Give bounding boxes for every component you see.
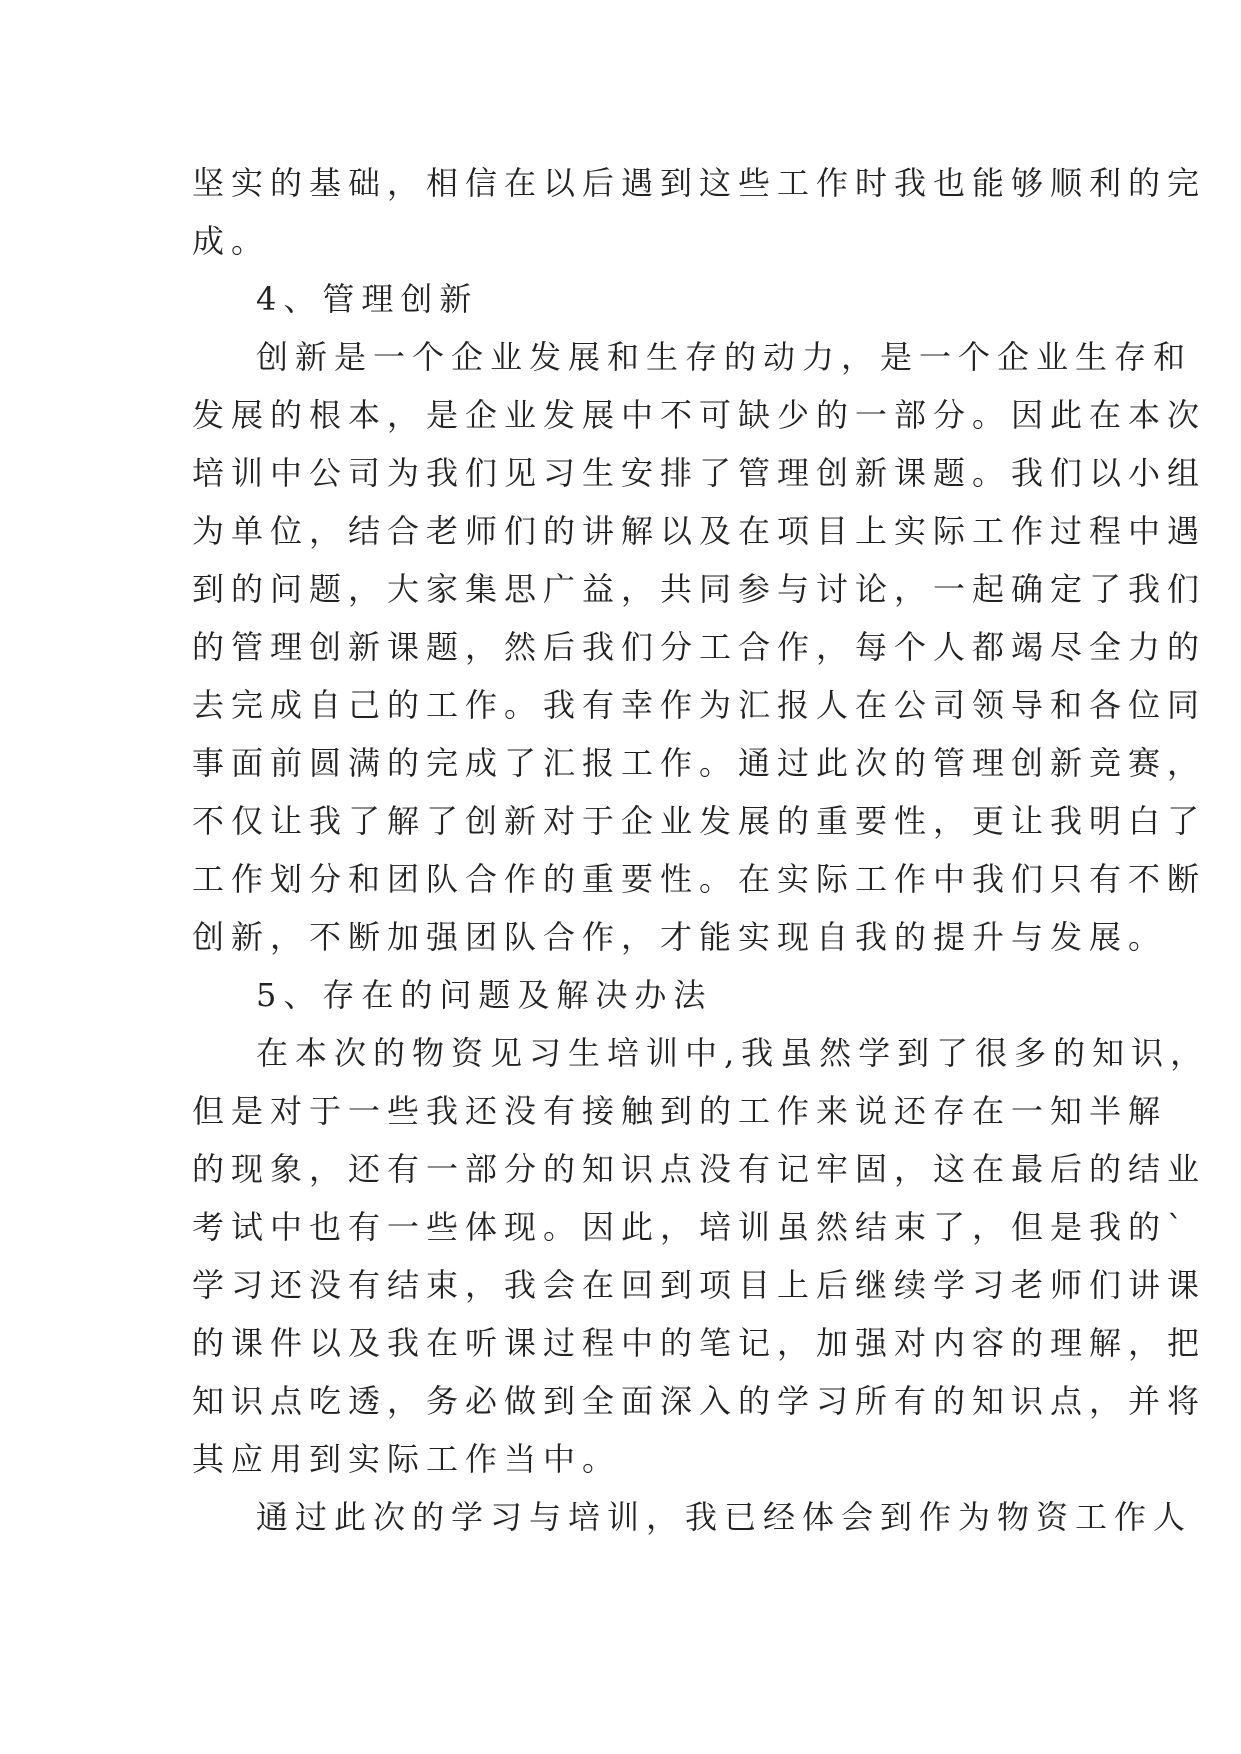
text-line: 学习还没有结束，我会在回到项目上后继续学习老师们讲课 bbox=[192, 1266, 1207, 1304]
paragraph-first-line: 通过此次的学习与培训，我已经体会到作为物资工作人 bbox=[256, 1498, 1193, 1536]
text-line: 的现象，还有一部分的知识点没有记牢固，这在最后的结业 bbox=[192, 1150, 1207, 1188]
paragraph-first-line: 创新是一个企业发展和生存的动力，是一个企业生存和 bbox=[256, 338, 1193, 376]
text-line: 发展的根本，是企业发展中不可缺少的一部分。因此在本次 bbox=[192, 396, 1207, 434]
text-line: 坚实的基础，相信在以后遇到这些工作时我也能够顺利的完 bbox=[192, 164, 1207, 202]
text-line: 事面前圆满的完成了汇报工作。通过此次的管理创新竞赛， bbox=[192, 744, 1207, 782]
text-line: 考试中也有一些体现。因此，培训虽然结束了，但是我的` bbox=[192, 1208, 1191, 1246]
text-line: 去完成自己的工作。我有幸作为汇报人在公司领导和各位同 bbox=[192, 686, 1207, 724]
text-line: 其应用到实际工作当中。 bbox=[192, 1440, 622, 1478]
section-heading: 4、管理创新 bbox=[256, 280, 479, 318]
text-line: 工作划分和团队合作的重要性。在实际工作中我们只有不断 bbox=[192, 860, 1207, 898]
text-line: 成。 bbox=[192, 222, 271, 260]
text-line: 的课件以及我在听课过程中的笔记，加强对内容的理解，把 bbox=[192, 1324, 1207, 1362]
text-line: 的管理创新课题，然后我们分工合作，每个人都竭尽全力的 bbox=[192, 628, 1207, 666]
paragraph-first-line: 在本次的物资见习生培训中,我虽然学到了很多的知识， bbox=[256, 1034, 1210, 1072]
text-line: 培训中公司为我们见习生安排了管理创新课题。我们以小组 bbox=[192, 454, 1207, 492]
text-line: 不仅让我了解了创新对于企业发展的重要性，更让我明白了 bbox=[192, 802, 1207, 840]
text-line: 到的问题，大家集思广益，共同参与讨论，一起确定了我们 bbox=[192, 570, 1207, 608]
body-text bbox=[192, 154, 1210, 1546]
text-line: 创新，不断加强团队合作，才能实现自我的提升与发展。 bbox=[192, 918, 1168, 956]
text-line: 知识点吃透，务必做到全面深入的学习所有的知识点，并将 bbox=[192, 1382, 1207, 1420]
text-line: 为单位，结合老师们的讲解以及在项目上实际工作过程中遇 bbox=[192, 512, 1207, 550]
text-line: 但是对于一些我还没有接触到的工作来说还存在一知半解 bbox=[192, 1092, 1168, 1130]
section-heading: 5、存在的问题及解决办法 bbox=[256, 976, 713, 1014]
